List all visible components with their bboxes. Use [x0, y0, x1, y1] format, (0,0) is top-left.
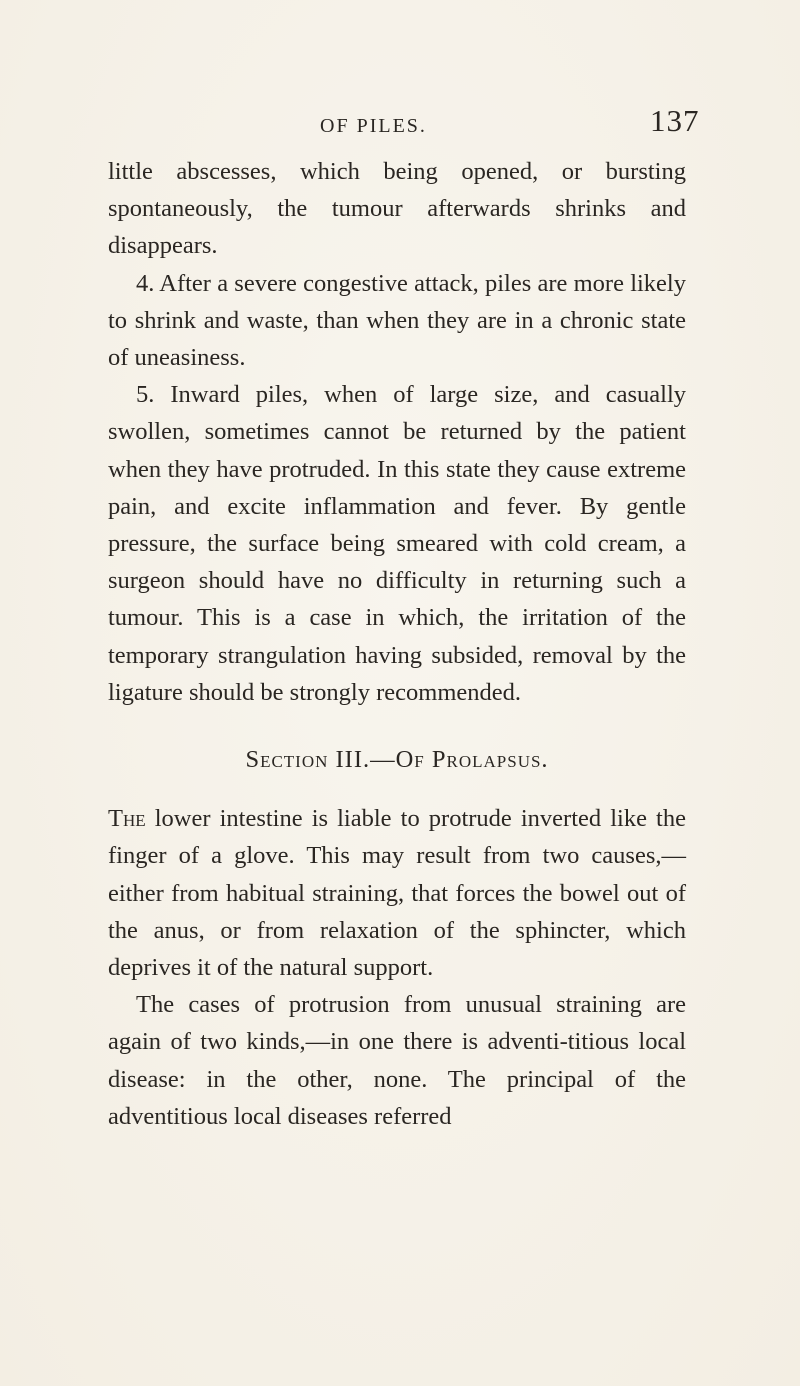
paragraph-prolapsus-text: lower intestine is liable to protrude inverted like the finger of a glove. This may result from two causes,—either from habitual straining, that forces the bowel out of the anus, or from relaxation of the sphincter, which deprives it of the natural support.	[108, 805, 686, 982]
paragraph-prolapsus-intro	[108, 800, 686, 986]
section-heading: Section III.—Of Prolapsus.	[245, 746, 549, 774]
running-title: OF PILES.	[320, 115, 427, 137]
paragraph-lead-word: The	[108, 805, 146, 833]
running-head	[0, 101, 800, 141]
paragraph-item-5: 5. Inward piles, when of large size, and casually swollen, sometimes cannot be returned by the patient when they have protruded. In this state they cause extreme pain, and excite inflammation and fever. By gentle pressure, the surface being smeared with cold cream, a surgeon should have no difficulty in returning such a tumour. This is a case in which, the irritation of the temporary strangulation having subsided, removal by the ligature should be strongly recommended.	[108, 381, 686, 706]
paragraph-continuation: little abscesses, which being opened, or bursting spontaneously, the tumour afterwards shrinks and disappears.	[108, 158, 686, 260]
paragraph-protrusion-cases: The cases of protrusion from unusual straining are again of two kinds,—in one there is adventi-titious local disease: in the other, none. The principal of the adventitious local diseases referred	[108, 991, 686, 1130]
page-number: 137	[650, 103, 700, 138]
body-text	[108, 153, 686, 1135]
paragraph-item-4: 4. After a severe congestive attack, piles are more likely to shrink and waste, than when they are in a chronic state of uneasiness.	[108, 269, 686, 372]
